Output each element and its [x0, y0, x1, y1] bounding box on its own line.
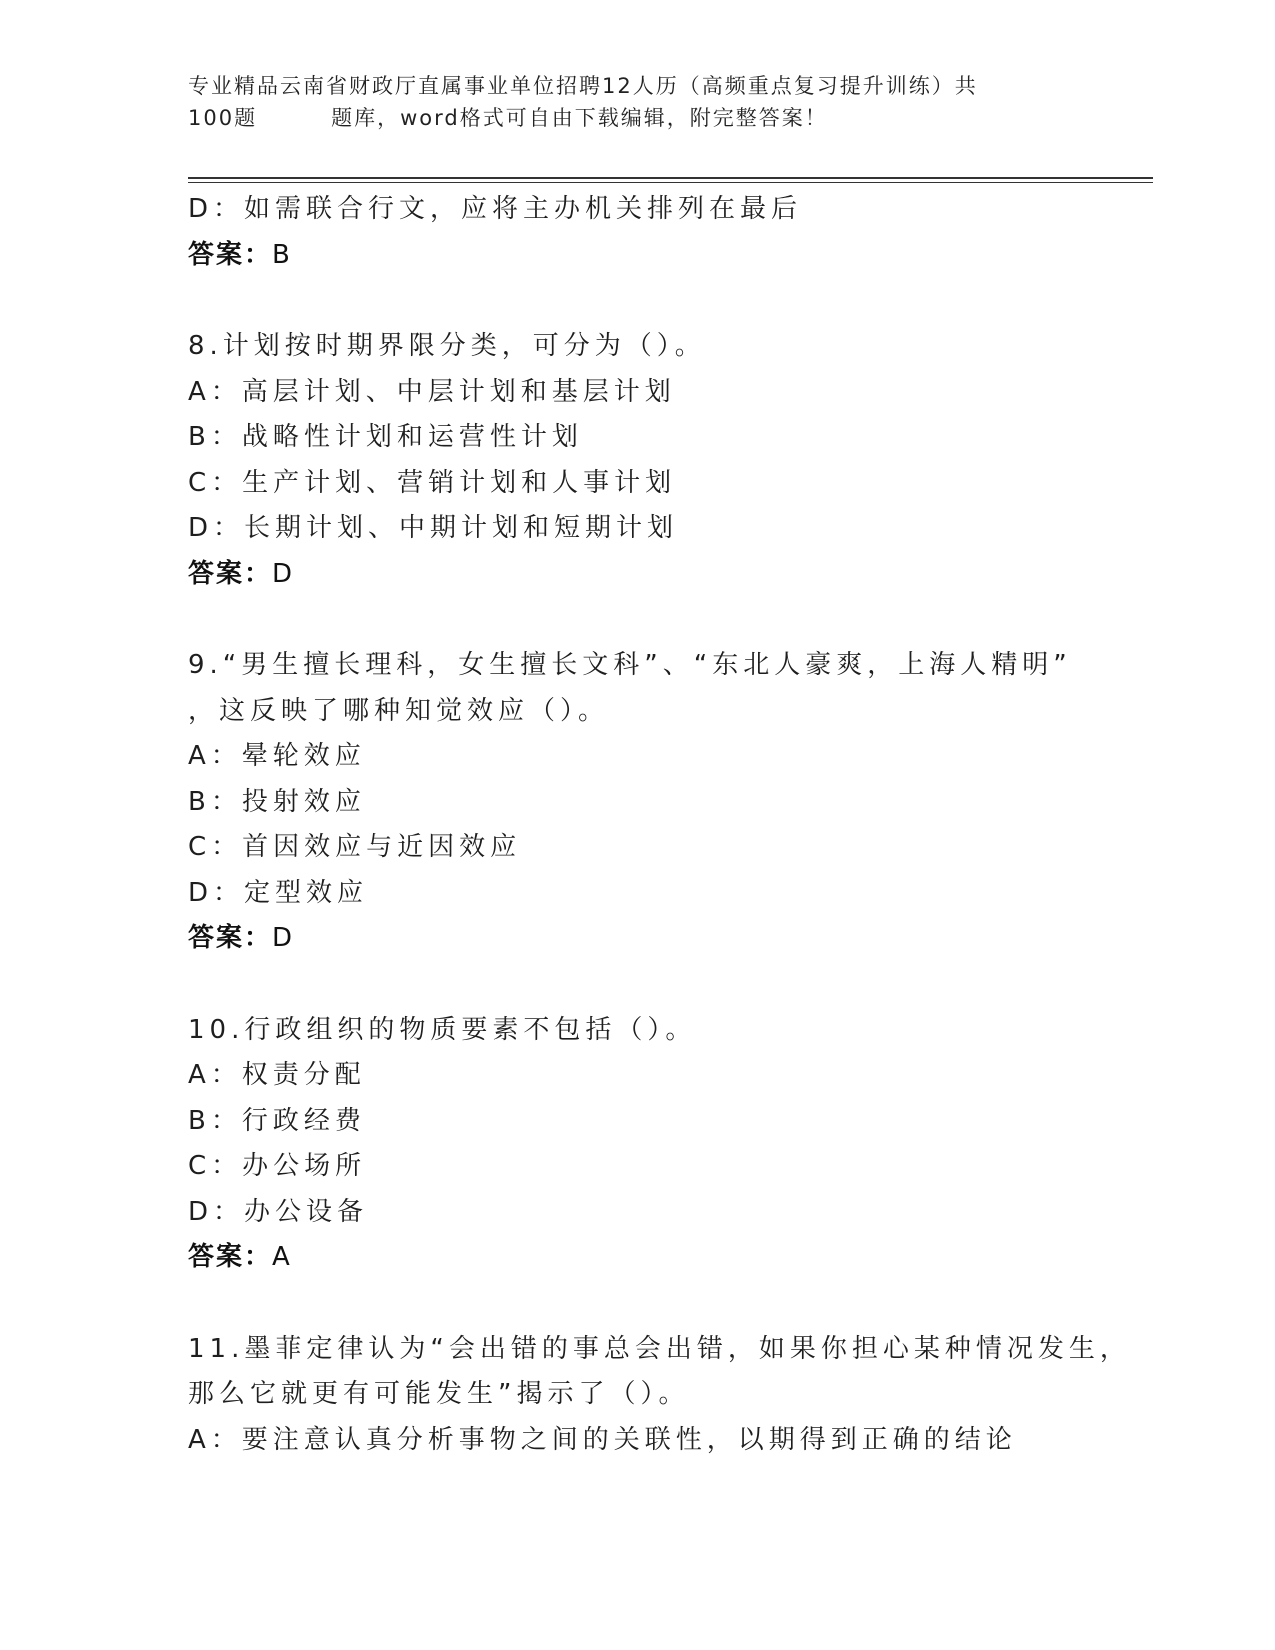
answer: [188, 1235, 1088, 1281]
question-stem: 10.行政组织的物质要素不包括（）。: [188, 1014, 697, 1045]
option-c: C：生产计划、营销计划和人事计划: [188, 467, 677, 498]
option-d: D：定型效应: [188, 877, 369, 908]
question-stem: 11.墨菲定律认为“会出错的事总会出错，如果你担心某种情况发生，: [188, 1333, 1131, 1364]
question-block-11: [188, 1327, 1131, 1464]
answer-value: D: [272, 558, 295, 589]
option-a: A：晕轮效应: [188, 741, 366, 771]
question-stem: 9.“男生擅长理科，女生擅长文科”、“东北人豪爽，上海人精明”: [188, 650, 1072, 680]
answer-label: 答案：: [188, 558, 273, 589]
option-b: B：行政经费: [188, 1105, 366, 1136]
answer: [188, 552, 1088, 598]
answer-label: 答案：: [188, 923, 273, 953]
question-stem-continued: 那么它就更有可能发生”揭示了（）。: [188, 1379, 690, 1409]
question-block-10: [188, 1008, 1088, 1281]
header-question-count: 100题: [188, 106, 258, 130]
question-block-8: [188, 324, 1088, 597]
option-b: B：战略性计划和运营性计划: [188, 422, 583, 452]
question-stem: 8.计划按时期界限分类，可分为（）。: [188, 331, 706, 361]
option-b: B：投射效应: [188, 786, 366, 817]
option-c: C：办公场所: [188, 1151, 367, 1181]
question-list: [188, 187, 1131, 1463]
header-title-line-1: 专业精品云南省财政厅直属事业单位招聘12人历（高频重点复习提升训练）共: [188, 74, 978, 98]
option-d: D：长期计划、中期计划和短期计划: [188, 513, 679, 543]
header-divider-thick: [188, 177, 1153, 179]
answer: [188, 916, 1088, 962]
page-header: [188, 70, 1068, 134]
answer: [188, 233, 1088, 279]
option-d: D：办公设备: [188, 1196, 369, 1227]
answer-value: B: [272, 239, 292, 270]
header-title-line-2: [188, 102, 1068, 134]
answer-value: A: [272, 1242, 292, 1272]
option-c: C：首因效应与近因效应: [188, 832, 522, 862]
answer-label: 答案：: [188, 239, 273, 270]
question-stem-continued: ，这反映了哪种知觉效应（）。: [188, 695, 610, 726]
header-divider-thin: [188, 182, 1153, 183]
header-description: 题库，word格式可自由下载编辑，附完整答案！: [331, 106, 828, 130]
answer-value: D: [272, 923, 295, 953]
answer-label: 答案：: [188, 1242, 273, 1272]
option-a: A：要注意认真分析事物之间的关联性，以期得到正确的结论: [188, 1424, 1017, 1455]
option-a: A：高层计划、中层计划和基层计划: [188, 376, 676, 407]
option-d: D：如需联合行文，应将主办机关排列在最后: [188, 194, 803, 224]
option-a: A：权责分配: [188, 1060, 366, 1090]
question-block-9: [188, 643, 1088, 962]
